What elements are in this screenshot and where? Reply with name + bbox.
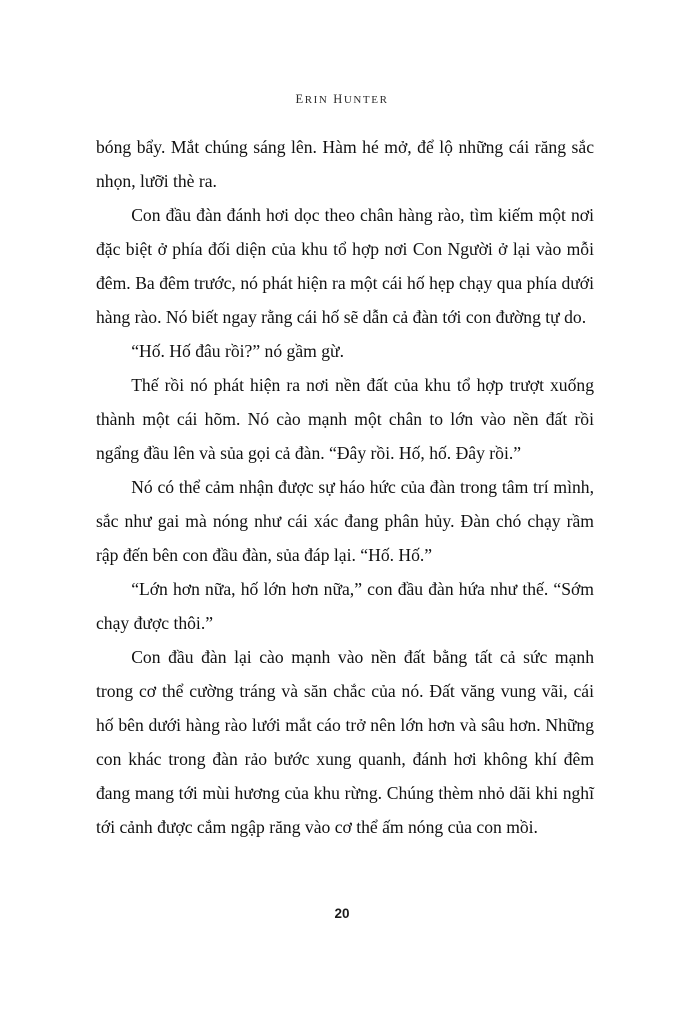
paragraph: Thế rồi nó phát hiện ra nơi nền đất của khu tổ hợp trượt xuống thành một cái hõm. Nó cào mạnh một chân to lớn vào nền đất rồi ngẩng đầu lên và sủa gọi cả đàn. “Đây rồi. Hố, hố. Đây rồi.” — [96, 375, 594, 463]
paragraph: “Hố. Hố đâu rồi?” nó gầm gừ. — [131, 341, 344, 361]
paragraph: bóng bẩy. Mắt chúng sáng lên. Hàm hé mở, để lộ những cái răng sắc nhọn, lưỡi thè ra. — [96, 137, 594, 191]
page-number: 20 — [334, 906, 350, 921]
page-body — [96, 130, 594, 844]
paragraph: “Lớn hơn nữa, hố lớn hơn nữa,” con đầu đàn hứa như thế. “Sớm chạy được thôi.” — [96, 579, 594, 633]
paragraph: Con đầu đàn lại cào mạnh vào nền đất bằng tất cả sức mạnh trong cơ thể cường tráng và săn chắc của nó. Đất văng vung vãi, cái hố bên dưới hàng rào lưới mắt cáo trở nên lớn hơn và sâu hơn. Những con khác trong đàn rảo bước xung quanh, đánh hơi không khí đêm đang mang tới mùi hương của khu rừng. Chúng thèm nhỏ dãi khi nghĩ tới cảnh được cắm ngập răng vào cơ thể ấm nóng của con mồi. — [96, 647, 594, 837]
paragraph: Con đầu đàn đánh hơi dọc theo chân hàng rào, tìm kiếm một nơi đặc biệt ở phía đối diện của khu tổ hợp nơi Con Người ở lại vào mỗi đêm. Ba đêm trước, nó phát hiện ra một cái hố hẹp chạy qua phía dưới hàng rào. Nó biết ngay rằng cái hố sẽ dẫn cả đàn tới con đường tự do. — [96, 205, 594, 327]
paragraph: Nó có thể cảm nhận được sự háo hức của đàn trong tâm trí mình, sắc như gai mà nóng như cái xác đang phân hủy. Đàn chó chạy rầm rập đến bên con đầu đàn, sủa đáp lại. “Hố. Hố.” — [96, 477, 594, 565]
running-head-text: ERIN HUNTER — [295, 92, 389, 106]
running-head — [0, 92, 684, 107]
